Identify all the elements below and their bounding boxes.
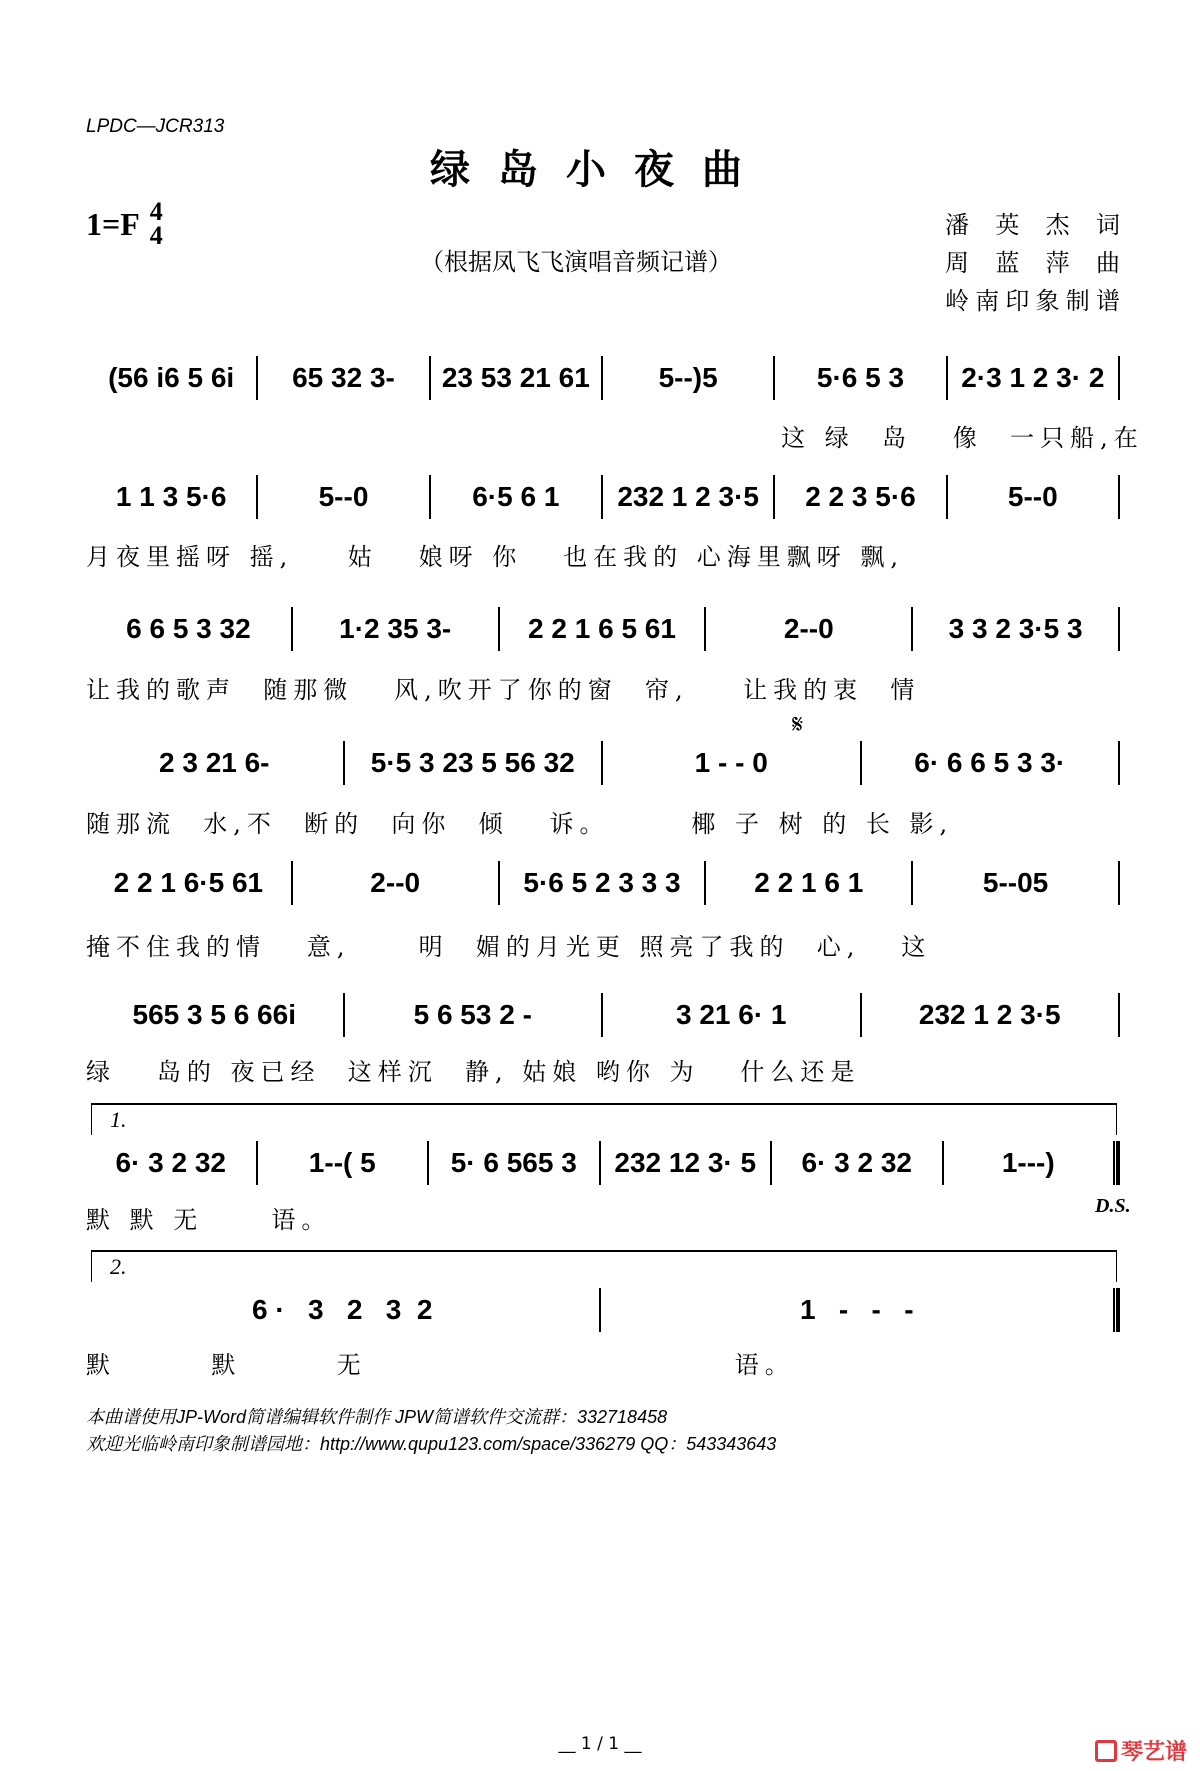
measure: 6 6 5 3 32 [126, 613, 251, 644]
measure: 2·3 1 2 3· 2 [961, 362, 1105, 393]
measure: 1---) [1001, 1147, 1055, 1178]
measure: 6· 3 2 32 [115, 1147, 227, 1178]
lyrics-line: 这 绿 岛 像 一只船,在 [86, 424, 1144, 452]
volta-1-notes [86, 1141, 1120, 1185]
arranger: 岭南印象制谱 [945, 287, 1120, 315]
staff-row [86, 356, 1120, 400]
measure: 5--05 [982, 867, 1049, 898]
measure: 2--0 [370, 867, 421, 898]
staff-row [86, 993, 1120, 1037]
measure: 5--0 [1007, 481, 1058, 512]
volta-2-lyrics: 默 默 无 语。 [86, 1351, 795, 1379]
score-code: LPDC—JCR313 [86, 116, 225, 137]
measure: 2 2 3 5·6 [805, 481, 916, 512]
measure: 6 · 3 2 3 2 [251, 1294, 433, 1325]
lyrics-line: 绿 岛的 夜已经 这样沉 静, 姑娘 哟你 为 什么还是 [86, 1058, 861, 1086]
measure: 565 3 5 6 66i [132, 999, 296, 1030]
staff-row [86, 861, 1120, 905]
measure: 1·2 35 3- [339, 613, 452, 644]
measure: 5 6 53 2 - [413, 999, 532, 1030]
measure: 2 3 21 6- [158, 747, 270, 778]
staff-row [86, 475, 1120, 519]
barline [1118, 607, 1120, 651]
measure: 6· 6 6 5 3 3· [914, 747, 1066, 778]
subtitle: （根据凤飞飞演唱音频记谱） [420, 248, 732, 276]
segno-sign: 𝄋 [792, 710, 804, 740]
measure: 3 3 2 3·5 3 [948, 613, 1083, 644]
measure: 1 - - 0 [694, 747, 768, 778]
measure: 5·6 5 3 [816, 362, 905, 393]
composer: 周蓝萍曲 [945, 249, 1120, 277]
footer-line-2: 欢迎光临岭南印象制谱园地：http://www.qupu123.com/space/336279 QQ：543343643 [86, 1434, 777, 1454]
measure: 6· 3 2 32 [801, 1147, 913, 1178]
lyrics-line: 掩不住我的情 意, 明 媚的月光更 照亮了我的 心, 这 [86, 933, 932, 961]
measure: (56 i6 5 6i [108, 362, 235, 393]
lyricist: 潘英杰词 [945, 211, 1120, 239]
measure: 3 21 6· 1 [675, 999, 787, 1030]
measure: 6·5 6 1 [472, 481, 560, 512]
volta-1-bracket [91, 1103, 1117, 1135]
measure: 65 32 3- [292, 362, 395, 393]
footer-line-1: 本曲谱使用JP-Word简谱编辑软件制作 JPW简谱软件交流群：332718458 [86, 1407, 668, 1427]
time-signature [149, 197, 163, 250]
volta-1-label: 1. [110, 1107, 127, 1132]
time-bottom: 4 [149, 221, 163, 250]
measure: 1 1 3 5·6 [115, 481, 227, 512]
site-logo [1095, 1735, 1187, 1766]
barline [1118, 475, 1120, 519]
measure: 232 12 3· 5 [614, 1147, 757, 1178]
measure: 5--0 [318, 481, 369, 512]
measure: 1 - - - [799, 1294, 914, 1325]
volta-2-label: 2. [110, 1254, 127, 1279]
barline [1113, 1141, 1120, 1185]
barline [1118, 861, 1120, 905]
barline [1118, 356, 1120, 400]
measure: 5--)5 [658, 362, 718, 393]
measure: 5· 6 565 3 [450, 1147, 577, 1178]
measure: 1--( 5 [308, 1147, 376, 1178]
measure: 5·6 5 2 3 3 3 [523, 867, 681, 898]
measure: 2 2 1 6·5 61 [113, 867, 264, 898]
page-number: __ 1 / 1 __ [558, 1734, 642, 1754]
measure: 2 2 1 6 1 [754, 867, 864, 898]
staff-row [86, 741, 1120, 785]
measure: 2 2 1 6 5 61 [528, 613, 676, 644]
measure: 232 1 2 3·5 [918, 999, 1061, 1030]
staff-row [86, 607, 1120, 651]
measure: 5·5 3 23 5 56 32 [370, 747, 575, 778]
measure: 23 53 21 61 [441, 362, 590, 393]
dal-segno: D.S. [1095, 1195, 1131, 1217]
song-title: 绿岛小夜曲 [430, 146, 770, 193]
volta-2-bracket [91, 1250, 1117, 1282]
volta-2-notes [86, 1288, 1120, 1332]
measure: 2--0 [783, 613, 834, 644]
logo-icon [1095, 1740, 1117, 1762]
time-top: 4 [149, 197, 163, 226]
key-label: 1=F [86, 205, 140, 242]
lyrics-line: 月夜里摇呀 摇, 姑 娘呀 你 也在我的 心海里飘呀 飘, [86, 543, 905, 571]
volta-1-lyrics: 默 默 无 语。 [86, 1206, 332, 1234]
logo-text: 琴艺谱 [1121, 1740, 1188, 1765]
barline [1113, 1288, 1120, 1332]
barline [1118, 741, 1120, 785]
measure: 232 1 2 3·5 [617, 481, 759, 512]
lyrics-line: 随那流 水,不 断的 向你 倾 诉。 椰 子 树 的 长 影, [86, 810, 954, 838]
lyrics-line: 让我的歌声 随那微 风,吹开了你的窗 帘, 让我的衷 情 [86, 676, 921, 704]
key-signature [86, 197, 163, 250]
barline [1118, 993, 1120, 1037]
